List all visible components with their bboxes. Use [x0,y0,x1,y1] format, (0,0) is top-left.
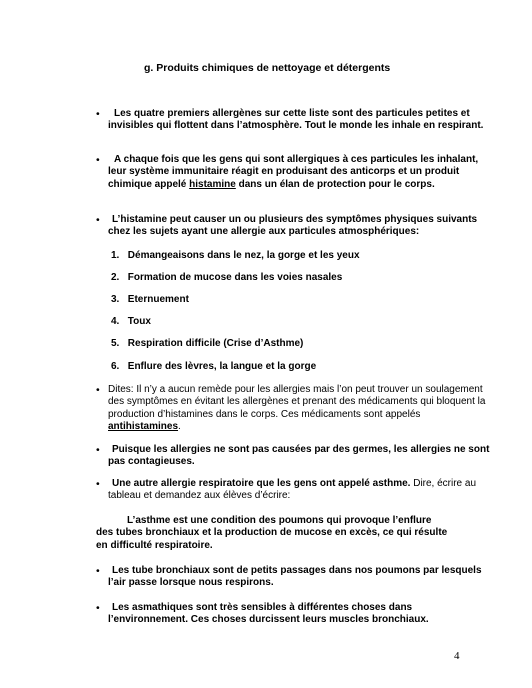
page-number: 4 [454,650,460,662]
paragraph-text: . [178,421,181,433]
paragraph-asthmatics-sensitive [108,602,493,627]
paragraph-text: Une autre allergie respiratoire que les gens ont appelé asthme. [112,478,411,489]
bullet-marker: • [96,444,100,456]
paragraph-not-contagious [108,444,493,469]
bullet-marker: • [96,154,100,166]
paragraph-text: L’histamine peut causer un ou plusieurs des symptômes physiques suivants chez les sujets ayant une allergie aux particules atmosphériques: [108,214,478,238]
term-histamine: histamine [189,178,236,190]
symptom-item: 5. Respiration difficile (Crise d’Asthme) [111,338,304,349]
bullet-marker: • [96,214,100,226]
symptom-item: 1. Démangeaisons dans le nez, la gorge et les yeux [111,250,360,261]
bullet-marker: • [96,565,100,577]
paragraph-bronchial-tubes [108,565,493,590]
paragraph-text: Les asmathiques sont très sensibles à différentes choses dans l’environnement. Ces choses durcissent leurs muscles bronchiaux. [108,602,429,626]
paragraph-text: A chaque fois que les gens qui sont allergiques à ces particules les inhalant, leur système immunitaire réagit en produisant des anticorps et un produit chimique appelé [108,154,479,190]
section-heading: g. Produits chimiques de nettoyage et détergents [144,62,391,74]
term-antihistamines: antihistamines [108,421,179,433]
bullet-marker: • [96,108,100,120]
term-asthma: L’asthme [127,515,171,526]
paragraph-asthma-intro [108,478,493,503]
paragraph-text: Les tube bronchiaux sont de petits passages dans nos poumons par lesquels l’air passe lorsque nous respirons. [108,565,482,589]
paragraph-symptoms-intro [108,214,493,239]
paragraph-allergen-particles [108,108,493,133]
symptom-item: 6. Enflure des lèvres, la langue et la gorge [111,361,317,372]
paragraph-text: Puisque les allergies ne sont pas causées par des germes, les allergies ne sont pas contagieuses. [108,444,490,468]
symptom-item: 4. Toux [111,316,151,327]
symptom-item: 3. Eternuement [111,294,189,305]
asthma-definition: L’asthme est une condition des poumons qui provoque l’enflure des tubes bronchiaux et la production de mucose en excès, ce qui résulte en difficulté respiratoire. [96,515,448,551]
paragraph-antihistamines [108,384,493,434]
bullet-marker: • [96,478,100,490]
bullet-marker: • [96,384,100,396]
symptom-item: 2. Formation de mucose dans les voies nasales [111,272,343,283]
paragraph-text: Les quatre premiers allergènes sur cette liste sont des particules petites et invisibles qui flottent dans l’atmosphère. Tout le monde les inhale en respirant. [108,108,484,132]
paragraph-text: Dire, écrire au tableau et demandez aux élèves d’écrire: [108,478,477,502]
paragraph-text: dans un élan de protection pour le corps. [235,178,435,190]
paragraph-immune-reaction [108,154,493,191]
bullet-marker: • [96,602,100,614]
paragraph-text: Dites: Il n’y a aucun remède pour les allergies mais l’on peut trouver un soulagement des symptômes en évitant les allergènes et prenant des médicaments qui bloquent la production d’histamines dans le corps. Ces médicaments sont appelés [108,384,486,420]
